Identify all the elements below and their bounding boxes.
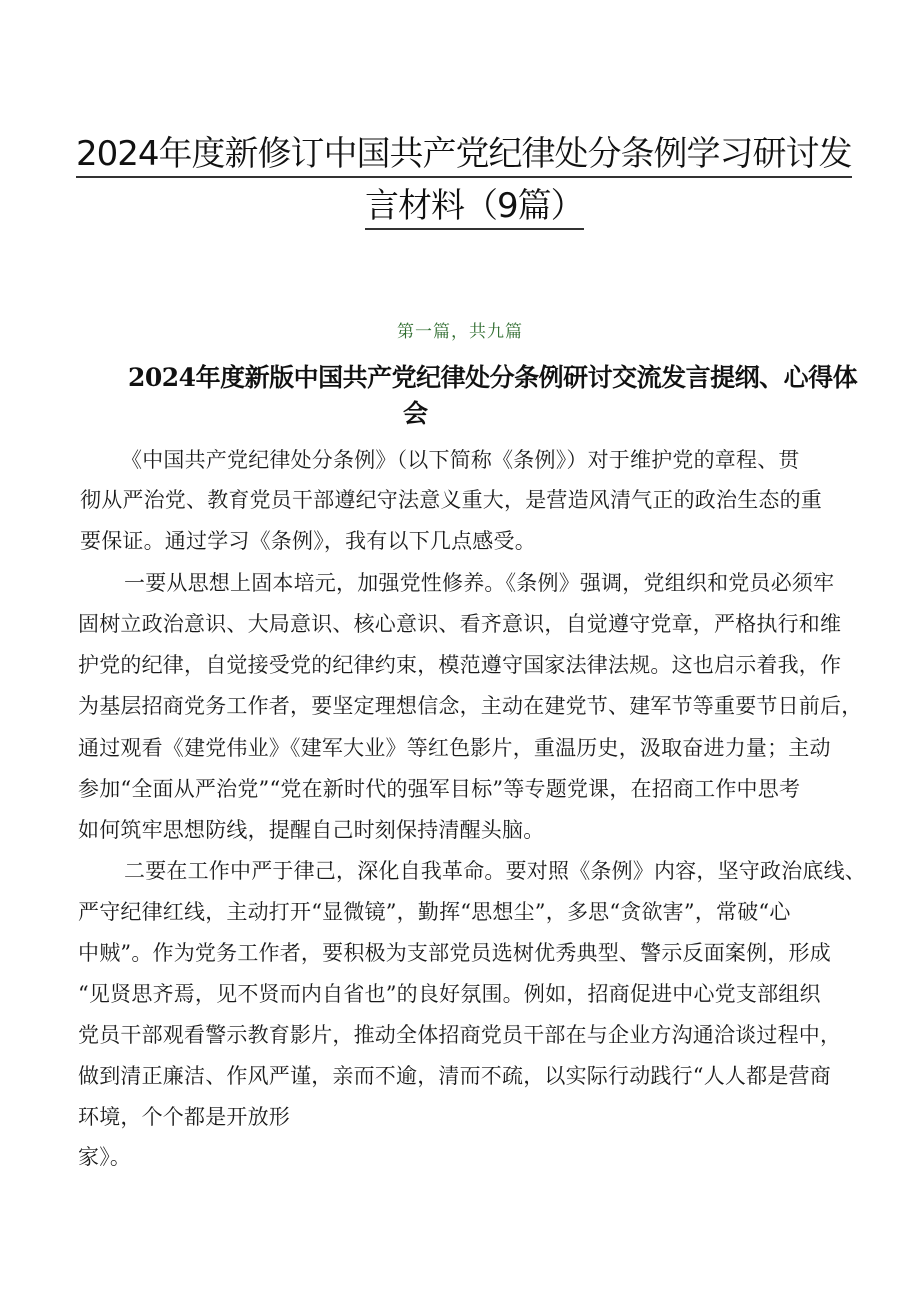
body-line: 中贼”。作为党务工作者，要积极为支部党员选树优秀典型、警示反面案例，形成 bbox=[78, 941, 831, 965]
body-line: 彻从严治党、教育党员干部遵纪守法意义重大，是营造风清气正的政治生态的重 bbox=[80, 488, 822, 512]
body-line: 固树立政治意识、大局意识、核心意识、看齐意识，自觉遵守党章，严格执行和维 bbox=[78, 612, 842, 636]
body-line: 做到清正廉洁、作风严谨，亲而不逾，清而不疏，以实际行动践行“人人都是营商 bbox=[78, 1064, 831, 1088]
body-line: 护党的纪律，自觉接受党的纪律约束，模范遵守国家法律法规。这也启示着我，作 bbox=[78, 653, 842, 677]
section-label: 第一篇，共九篇 bbox=[397, 322, 523, 342]
article-heading-line-1: 2024年度新版中国共产党纪律处分条例研讨交流发言提纲、心得体 bbox=[128, 363, 858, 392]
body-line: 参加“全面从严治党”“党在新时代的强军目标”等专题党课，在招商工作中思考 bbox=[78, 777, 801, 801]
body-line: 严守纪律红线，主动打开“显微镜”，勤挥“思想尘”，多思“贪欲害”，常破“心 bbox=[78, 900, 791, 924]
body-line: 要保证。通过学习《条例》，我有以下几点感受。 bbox=[80, 529, 536, 553]
body-line: 环境，个个都是开放形 bbox=[78, 1105, 290, 1129]
body-line: 家》。 bbox=[78, 1145, 132, 1169]
document-title-line-1: 2024年度新修订中国共产党纪律处分条例学习研讨发 bbox=[76, 134, 852, 178]
body-line: 通过观看《建党伟业》《建军大业》等红色影片，重温历史，汲取奋进力量；主动 bbox=[78, 736, 831, 760]
document-title-line-2: 言材料（9篇） bbox=[365, 186, 584, 230]
body-line: “见贤思齐焉，见不贤而内自省也”的良好氛围。例如，招商促进中心党支部组织 bbox=[78, 982, 821, 1006]
article-heading-line-2: 会 bbox=[403, 399, 428, 428]
body-line: 《中国共产党纪律处分条例》（以下简称《条例》）对于维护党的章程、贯 bbox=[121, 448, 800, 472]
body-line: 党员干部观看警示教育影片，推动全体招商党员干部在与企业方沟通洽谈过程中， bbox=[78, 1023, 842, 1047]
body-line: 二要在工作中严于律己，深化自我革命。要对照《条例》内容，坚守政治底线、 bbox=[124, 859, 866, 883]
body-line: 为基层招商党务工作者，要坚定理想信念，主动在建党节、建军节等重要节日前后， bbox=[78, 694, 863, 718]
body-line: 一要从思想上固本培元，加强党性修养。《条例》强调，党组织和党员必须牢 bbox=[124, 571, 835, 595]
body-line: 如何筑牢思想防线，提醒自己时刻保持清醒头脑。 bbox=[78, 818, 545, 842]
